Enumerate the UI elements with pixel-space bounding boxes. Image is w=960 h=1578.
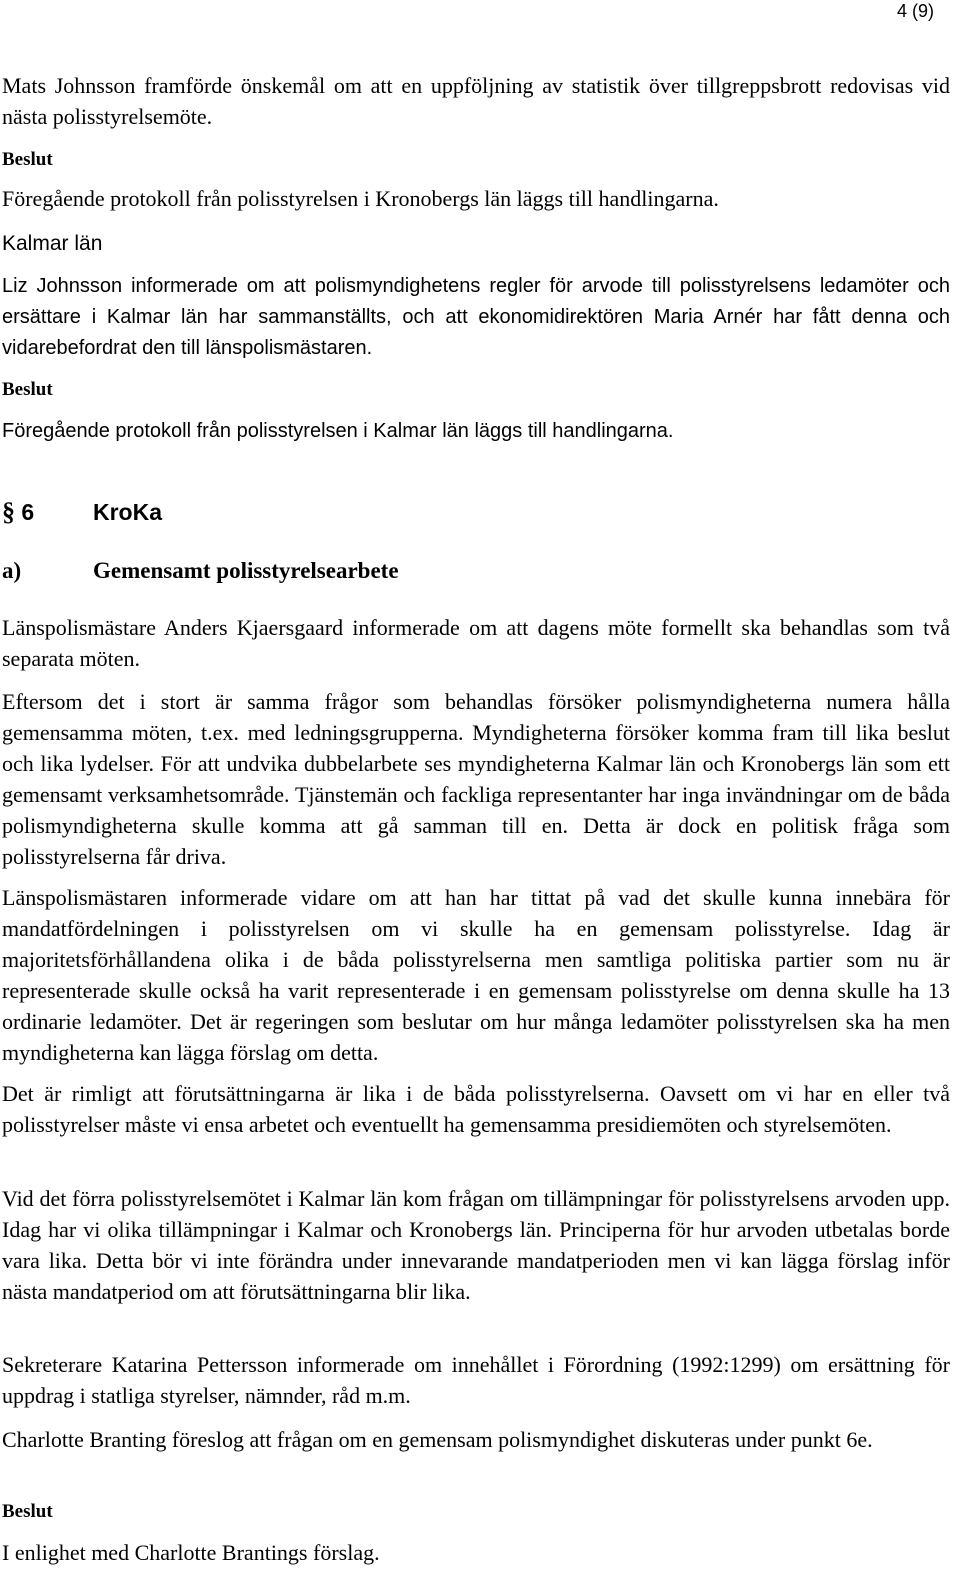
final-decision-text: I enlighet med Charlotte Brantings förslag. — [2, 1540, 380, 1565]
decision-label: Beslut — [2, 149, 53, 170]
body-paragraph-7: Charlotte Branting föreslog att frågan om en gemensam polismyndighet diskuteras under punkt 6e. — [2, 1427, 873, 1452]
subsection-letter: a) — [2, 558, 22, 583]
kalmar-paragraph: Liz Johnsson informerade om att polismyndighetens regler för arvode till polisstyrelsens ledamöter och ersättare i Kalmar län har sammanställts, och att ekonomidirektören Maria Arnér har fått denna och vidarebefordrat den till länspolismästaren. — [2, 275, 950, 359]
body-paragraph-3: Länspolismästaren informerade vidare om att han har tittat på vad det skulle kunna innebära för mandatfördelningen i polisstyrelsen om vi skulle ha en gemensam polisstyrelse. Idag är majoritetsförhållandena olika i de båda polisstyrelserna men samtliga politiska partier som nu är representerade skulle också ha varit representerade i en gemensam polisstyrelse om denna skulle ha 13 ordinarie ledamöter. Det är regeringen som beslutar om hur många ledamöter polisstyrelsen ska ha men myndigheterna kan lägga förslag om detta. — [2, 885, 950, 1065]
decision-label: Beslut — [2, 379, 53, 400]
body-paragraph-5: Vid det förra polisstyrelsemötet i Kalmar län kom frågan om tillämpningar för polisstyrelsens arvoden upp. Idag har vi olika tillämpningar i Kalmar och Kronobergs län. Principerna för hur arvoden utbetalas borde vara lika. Detta bör vi inte förändra under innevarande mandatperioden men vi kan lägga förslag inför nästa mandatperiod om att förutsättningarna blir lika. — [2, 1186, 950, 1304]
section-symbol: § — [2, 497, 15, 526]
kalmar-heading: Kalmar län — [2, 232, 103, 255]
section-title: KroKa — [93, 499, 163, 525]
section-number — [2, 497, 34, 527]
page-number: 4 (9) — [896, 1, 934, 21]
kronoberg-decision-text: Föregående protokoll från polisstyrelsen i Kronobergs län läggs till handlingarna. — [2, 186, 719, 211]
section-heading — [2, 497, 902, 531]
body-paragraph-6: Sekreterare Katarina Pettersson informerade om innehållet i Förordning (1992:1299) om ersättning för uppdrag i statliga styrelser, nämnder, råd m.m. — [2, 1352, 950, 1408]
section-number-value: 6 — [21, 499, 35, 525]
subsection-heading — [2, 556, 902, 590]
body-paragraph-2: Eftersom det i stort är samma frågor som behandlas försöker polismyndigheterna numera hålla gemensamma möten, t.ex. med ledningsgrupperna. Myndigheterna försöker komma fram till lika beslut och lika lydelser. För att undvika dubbelarbete ses myndigheterna Kalmar län och Kronobergs län som ett gemensamt verksamhetsområde. Tjänstemän och fackliga representanter har inga invändningar om de båda polismyndigheterna skulle komma att gå samman till en. Detta är dock en politisk fråga som polisstyrelserna får driva. — [2, 689, 950, 869]
body-paragraph-4: Det är rimligt att förutsättningarna är lika i de båda polisstyrelserna. Oavsett om vi har en eller två polisstyrelser måste vi ensa arbetet och eventuellt ha gemensamma presidiemöten och styrelsemöten. — [2, 1081, 950, 1137]
kalmar-decision-text: Föregående protokoll från polisstyrelsen i Kalmar län läggs till handlingarna. — [2, 420, 674, 442]
body-paragraph-1: Länspolismästare Anders Kjaersgaard informerade om att dagens möte formellt ska behandlas som två separata möten. — [2, 615, 950, 671]
subsection-title: Gemensamt polisstyrelsearbete — [93, 558, 399, 583]
kronoberg-paragraph: Mats Johnsson framförde önskemål om att en uppföljning av statistik över tillgreppsbrott redovisas vid nästa polisstyrelsemöte. — [2, 73, 950, 129]
decision-label: Beslut — [2, 1501, 53, 1522]
